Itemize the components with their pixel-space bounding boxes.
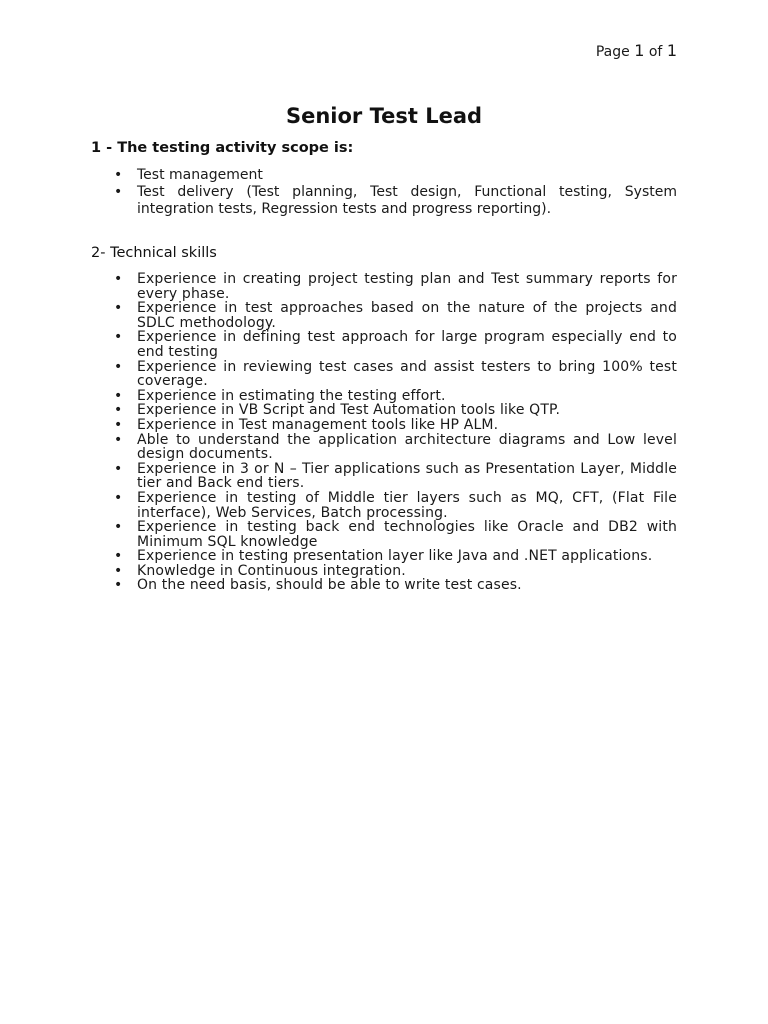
- section-heading-technical-skills: 2- Technical skills: [91, 245, 217, 261]
- list-item: [91, 360, 677, 389]
- list-item-text: Experience in testing presentation layer like Java and .NET applications.: [137, 548, 653, 565]
- bullet-icon: •: [114, 167, 123, 183]
- of-label: of: [648, 44, 663, 60]
- list-item-text: Test management: [137, 167, 263, 183]
- bullet-icon: •: [114, 184, 123, 200]
- scope-list: [91, 167, 677, 218]
- list-item-text: Test delivery (Test planning, Test design, Functional testing, System integration tests, Regression tests and progress reporting).: [137, 184, 677, 217]
- bullet-icon: •: [114, 431, 123, 448]
- list-item: [91, 462, 677, 491]
- list-item: [91, 272, 677, 301]
- list-item: [91, 184, 677, 218]
- bullet-icon: •: [114, 402, 123, 419]
- bullet-icon: •: [114, 460, 123, 477]
- list-item-text: Knowledge in Continuous integration.: [137, 562, 406, 579]
- list-item: [91, 330, 677, 359]
- bullet-icon: •: [114, 387, 123, 404]
- list-item: [91, 418, 677, 433]
- bullet-icon: •: [114, 519, 123, 536]
- bullet-icon: •: [114, 416, 123, 433]
- list-item-text: Experience in reviewing test cases and assist testers to bring 100% test coverage.: [137, 358, 677, 390]
- bullet-icon: •: [114, 577, 123, 594]
- current-page-number: 1: [634, 41, 645, 60]
- list-item: [91, 403, 677, 418]
- bullet-icon: •: [114, 548, 123, 565]
- list-item: [91, 389, 677, 404]
- technical-skills-list: [91, 272, 677, 593]
- list-item-text: Experience in creating project testing plan and Test summary reports for every phase.: [137, 271, 677, 302]
- list-item-text: Experience in 3 or N – Tier applications such as Presentation Layer, Middle tier and Back end tiers.: [137, 460, 677, 492]
- list-item-text: On the need basis, should be able to write test cases.: [137, 577, 522, 594]
- list-item-text: Experience in testing of Middle tier layers such as MQ, CFT, (Flat File interface), Web Services, Batch processing.: [137, 489, 677, 521]
- list-item: [91, 564, 677, 579]
- bullet-icon: •: [114, 489, 123, 506]
- bullet-icon: •: [114, 358, 123, 375]
- list-item: [91, 491, 677, 520]
- list-item-text: Experience in VB Script and Test Automation tools like QTP.: [137, 402, 561, 419]
- list-item-text: Experience in test approaches based on the nature of the projects and SDLC methodology.: [137, 300, 677, 331]
- list-item-text: Experience in defining test approach for large program especially end to end testing: [137, 329, 677, 360]
- bullet-icon: •: [114, 271, 123, 287]
- list-item: [91, 520, 677, 549]
- page-number: [596, 42, 677, 61]
- document-title: Senior Test Lead: [285, 104, 483, 128]
- list-item: [91, 549, 677, 564]
- list-item: [91, 578, 677, 593]
- list-item-text: Experience in Test management tools like HP ALM.: [137, 416, 499, 433]
- section-heading-scope: 1 - The testing activity scope is:: [91, 140, 354, 156]
- total-pages-number: 1: [666, 41, 677, 60]
- list-item-text: Experience in estimating the testing effort.: [137, 387, 446, 404]
- page-label: Page: [595, 44, 630, 60]
- list-item: [91, 167, 677, 184]
- bullet-icon: •: [114, 562, 123, 579]
- bullet-icon: •: [114, 300, 123, 317]
- list-item: [91, 301, 677, 330]
- list-item-text: Able to understand the application architecture diagrams and Low level design documents.: [137, 431, 677, 463]
- list-item-text: Experience in testing back end technologies like Oracle and DB2 with Minimum SQL knowledge: [137, 519, 677, 550]
- list-item: [91, 433, 677, 462]
- bullet-icon: •: [114, 329, 123, 346]
